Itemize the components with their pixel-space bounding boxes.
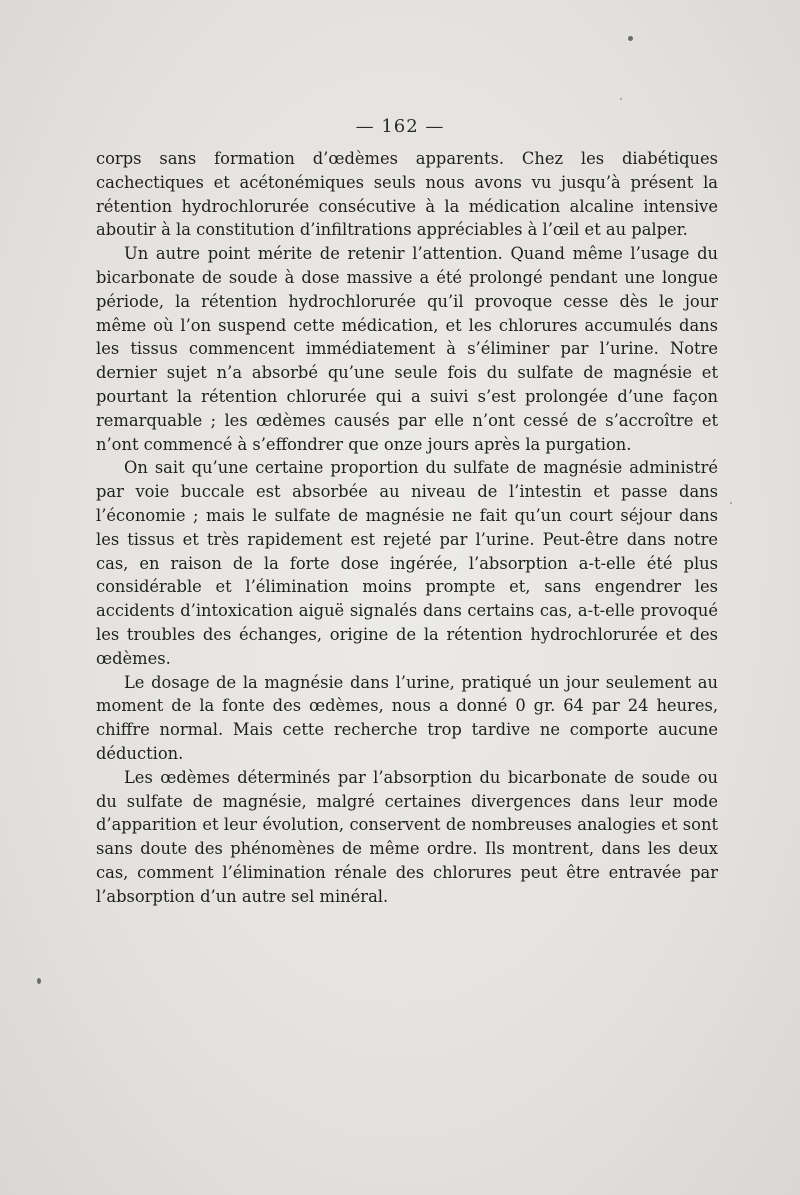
page-number: — 162 — <box>355 116 445 137</box>
body-text <box>96 147 718 909</box>
scan-speck <box>730 502 732 504</box>
paragraph-continued: corps sans formation d’œdèmes apparents. Chez les diabétiques cachectiques et acétonémiques seuls nous avons vu jusqu’à présent la rétention hydrochlorurée consécutive à la médication alcaline intensive aboutir à la constitution d’infiltrations appréciables à l’œil et au palper. <box>96 149 718 240</box>
paragraph-retention: Un autre point mérite de retenir l’attention. Quand même l’usage du bicarbonate de soude à dose massive a été prolongé pendant une longue période, la rétention hydrochlorurée qu’il provoque cesse dès le jour même où l’on suspend cette médication, et les chlorures accumulés dans les tissus commencent immédiatement à s’éliminer par l’urine. Notre dernier sujet n’a absorbé qu’une seule fois du sulfate de magnésie et pourtant la rétention chlorurée qui a suivi s’est prolongée d’une façon remarquable ; les œdèmes causés par elle n’ont cessé de s’accroître et n’ont commencé à s’effondrer que onze jours après la purgation. <box>96 244 718 454</box>
paragraph-conclusion: Les œdèmes déterminés par l’absorption du bicarbonate de soude ou du sulfate de magnésie, malgré certaines divergences dans leur mode d’apparition et leur évolution, conservent de nombreuses analogies et sont sans doute des phénomènes de même ordre. Ils montrent, dans les deux cas, comment l’élimination rénale des chlorures peut être entravée par l’absorption d’un autre sel minéral. <box>96 767 718 906</box>
scan-speck <box>37 978 41 984</box>
scan-speck <box>620 98 622 100</box>
scan-speck <box>628 36 633 41</box>
paragraph-dosage: Le dosage de la magnésie dans l’urine, pratiqué un jour seulement au moment de la fonte des œdèmes, nous a donné 0 gr. 64 par 24 heures, chiffre normal. Mais cette recherche trop tardive ne comporte aucune déduction. <box>96 672 718 763</box>
paragraph-magnesium-absorption: On sait qu’une certaine proportion du sulfate de magnésie administré par voie buccale est absorbée au niveau de l’intestin et passe dans l’économie ; mais le sulfate de magnésie ne fait qu’un court séjour dans les tissus et très rapidement est rejeté par l’urine. Peut-être dans notre cas, en raison de la forte dose ingérée, l’absorption a-t-elle été plus considérable et l’élimination moins prompte et, sans engendrer les accidents d’intoxication aiguë signalés dans certains cas, a-t-elle provoqué les troubles des échanges, origine de la rétention hydrochlorurée et des œdèmes. <box>96 458 718 668</box>
